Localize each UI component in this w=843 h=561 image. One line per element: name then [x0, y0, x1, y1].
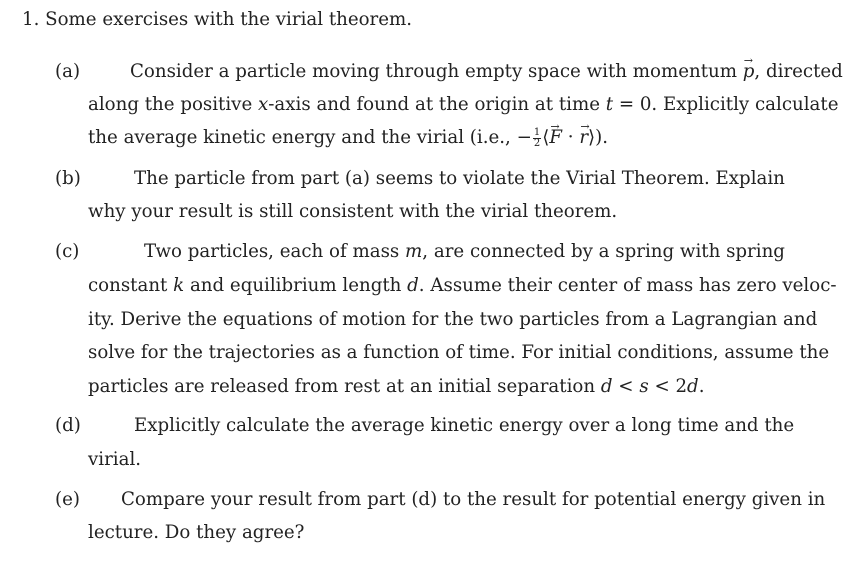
part-a-label: (a) [55, 61, 81, 82]
part-d-line-2: virial. [88, 449, 142, 470]
part-a-line-2: along the positive x-axis and found at the origin at time t = 0. Explicitly calculate [88, 94, 839, 115]
part-c-line-3: ity. Derive the equations of motion for the two particles from a Lagrangian and [88, 309, 818, 330]
part-b-line-2: why your result is still consistent with the virial theorem. [88, 201, 618, 222]
part-c-line-5: particles are released from rest at an initial separation d < s < 2d. [88, 376, 705, 397]
part-e-label: (e) [55, 489, 80, 510]
part-c-label: (c) [55, 241, 80, 262]
part-a-line-3: the average kinetic energy and the virial (i.e., − $\frac{1}{2}$ ⟨F → · r →⟩). [88, 126, 608, 150]
part-e-line-2: lecture. Do they agree? [88, 522, 305, 543]
part-b-line-1: The particle from part (a) seems to violate the Virial Theorem. Explain [134, 168, 785, 189]
part-c-line-2: constant k and equilibrium length d. Assume their center of mass has zero veloc- [88, 275, 837, 296]
part-d-label: (d) [55, 415, 81, 436]
problem-heading: 1. Some exercises with the virial theorem. [22, 9, 413, 30]
part-e-line-1: Compare your result from part (d) to the result for potential energy given in [121, 489, 826, 510]
part-a-line-1: Consider a particle moving through empty space with momentum p →, directed [130, 60, 748, 84]
part-b-label: (b) [55, 168, 81, 189]
part-c-line-1: Two particles, each of mass m, are connected by a spring with spring [144, 241, 785, 262]
one-half-fraction: $\frac{1}{2}$ [533, 126, 541, 149]
part-d-line-1: Explicitly calculate the average kinetic energy over a long time and the [134, 415, 795, 436]
part-c-line-4: solve for the trajectories as a function of time. For initial conditions, assume the [88, 342, 830, 363]
